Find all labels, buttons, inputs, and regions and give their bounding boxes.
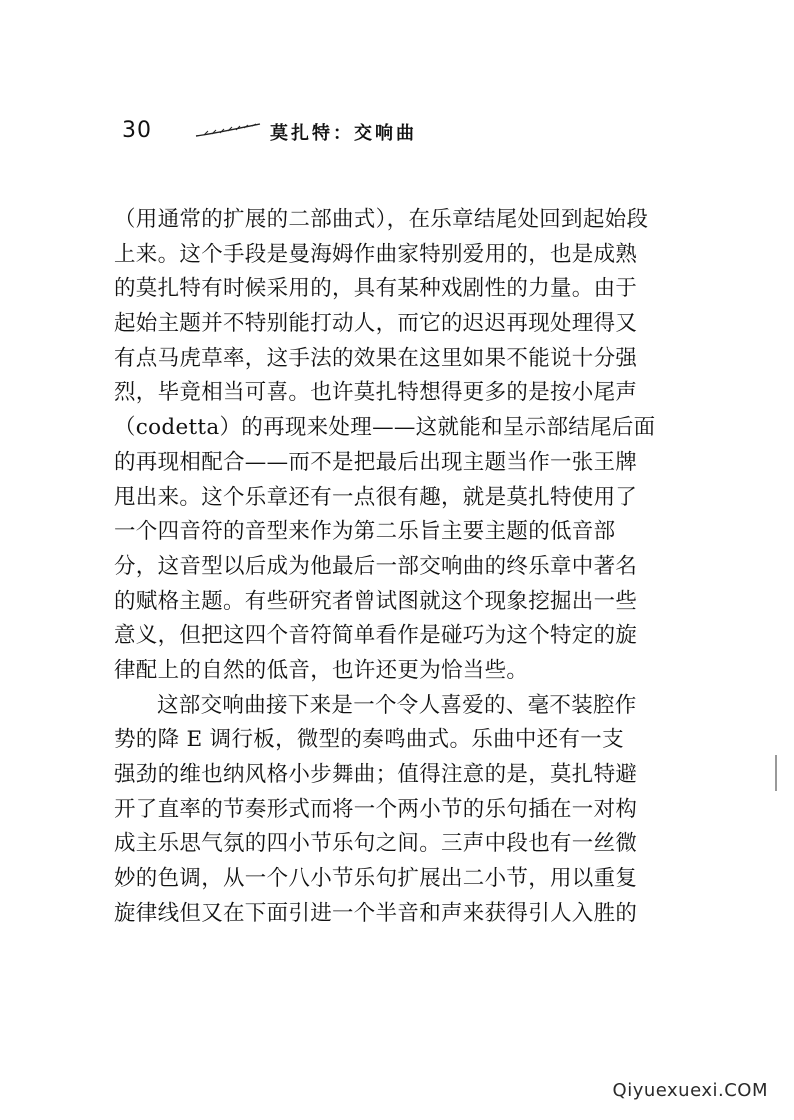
page-number: 30: [122, 118, 152, 143]
text-line: 一个四音符的音型来作为第二乐旨主要主题的低音部: [114, 519, 616, 545]
site-watermark: Qiyuexuexi.COM: [612, 1080, 768, 1101]
text-line: 意义，但把这四个音符简单看作是碰巧为这个特定的旋: [114, 623, 638, 649]
scan-edge-mark: [775, 755, 777, 791]
body-text: [114, 203, 674, 931]
text-line: 上来。这个手段是曼海姆作曲家特别爱用的，也是成熟: [114, 241, 638, 267]
text-line: （codetta）的再现来处理——这就能和呈示部结尾后面: [114, 415, 656, 441]
text-line: 的莫扎特有时候采用的，具有某种戏剧性的力量。由于: [114, 276, 638, 302]
text-line: （用通常的扩展的二部曲式），在乐章结尾处回到起始段: [114, 207, 649, 232]
text-line: 妙的色调，从一个八小节乐句扩展出二小节，用以重复: [114, 866, 638, 892]
paragraph-1: [114, 203, 674, 689]
text-line: 强劲的维也纳风格小步舞曲；值得注意的是，莫扎特避: [114, 762, 638, 787]
page-header: [122, 118, 442, 148]
text-line: 这部交响曲接下来是一个令人喜爱的、毫不装腔作: [157, 692, 637, 718]
text-line: 开了直率的节奏形式而将一个两小节的乐句插在一对构: [114, 796, 638, 822]
text-line: 旋律线但又在下面引进一个半音和声来获得引人入胜的: [114, 900, 638, 926]
text-line: 的再现相配合——而不是把最后出现主题当作一张王牌: [114, 449, 638, 475]
text-line: 有点马虎草率，这手法的效果在这里如果不能说十分强: [114, 345, 638, 371]
text-line: 成主乐思气氛的四小节乐句之间。三声中段也有一丝微: [114, 831, 638, 857]
text-line: 律配上的自然的低音，也许还更为恰当些。: [114, 657, 529, 683]
text-line: 的赋格主题。有些研究者曾试图就这个现象挖掘出一些: [114, 588, 638, 614]
text-line: 势的降 E 调行板，微型的奏鸣曲式。乐曲中还有一支: [114, 727, 624, 753]
running-title: 莫扎特：交响曲: [270, 123, 417, 144]
quill-ornament-icon: [194, 122, 262, 138]
text-line: 起始主题并不特别能打动人，而它的迟迟再现处理得又: [114, 311, 638, 337]
paragraph-2: [114, 689, 674, 932]
text-line: 烈，毕竟相当可喜。也许莫扎特想得更多的是按小尾声: [114, 380, 638, 406]
text-line: 甩出来。这个乐章还有一点很有趣，就是莫扎特使用了: [114, 484, 638, 510]
text-line: 分，这音型以后成为他最后一部交响曲的终乐章中著名: [114, 553, 638, 579]
